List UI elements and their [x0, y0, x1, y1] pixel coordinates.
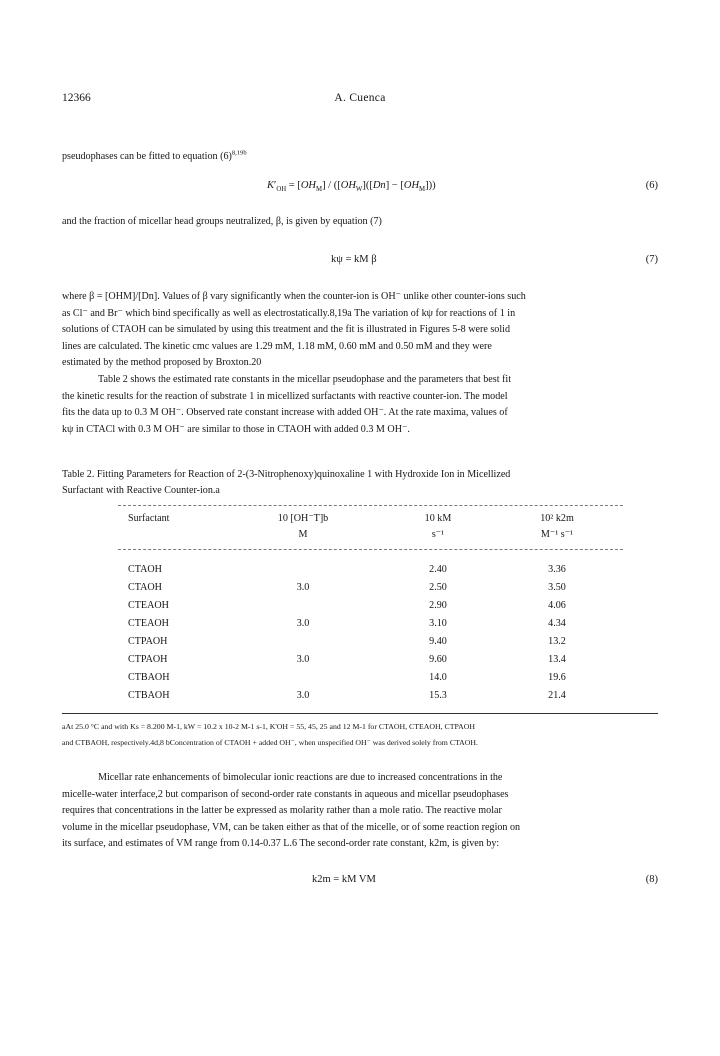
- table-top-rule: [118, 505, 623, 506]
- cell-surfactant: CTPAOH: [128, 654, 168, 665]
- cell-k2m: 4.06: [548, 600, 566, 611]
- table-row: [0, 600, 720, 617]
- text-line: its surface, and estimates of VM range from 0.14-0.37 L.6 The second-order rate constant, k2m, is given by:: [62, 838, 500, 850]
- text-line: solutions of CTAOH can be simulated by using this treatment and the fit is illustrated in Figures 5-8 were solid: [62, 324, 511, 336]
- table-row: [0, 636, 720, 653]
- running-head: [62, 92, 658, 108]
- cell-km: 9.60: [429, 654, 447, 665]
- text-line: as Cl⁻ and Br⁻ which bind specifically as well as electrostatically.8,19a The variation of kψ for reactions of 1 in: [62, 307, 516, 319]
- text-line: lines are calculated. The kinetic cmc values are 1.29 mM, 1.18 mM, 0.60 mM and 0.50 mM and they were: [62, 340, 492, 352]
- column-header-k2m: 10² k2m M⁻¹ s⁻¹: [512, 511, 602, 543]
- table-row: [0, 672, 720, 689]
- cell-hydroxide: 3.0: [296, 618, 310, 629]
- cell-surfactant: CTBAOH: [128, 672, 170, 683]
- column-header-hydroxide: 10 [OH⁻T]b M: [258, 511, 348, 543]
- paragraph-counter-ion: [62, 289, 658, 372]
- text-line: Table 2 shows the estimated rate constants in the micellar pseudophase and the parameters that best fit: [98, 374, 512, 385]
- equation-7: [62, 254, 658, 270]
- equation-8: [62, 874, 658, 890]
- cell-surfactant: CTAOH: [128, 582, 162, 593]
- page-number: 12366: [62, 92, 91, 104]
- cell-km: 2.90: [429, 600, 447, 611]
- table-row: [0, 564, 720, 581]
- paragraph-table-intro: [62, 372, 658, 438]
- cell-surfactant: CTAOH: [128, 564, 162, 575]
- equation-6: [62, 180, 658, 196]
- table-row: [0, 654, 720, 671]
- text-line: fits the data up to 0.3 M OH⁻. Observed rate constant increase with added OH⁻. At the rate maxima, values of: [62, 407, 508, 419]
- table-caption: [62, 467, 658, 499]
- equation-8-expression: k2m = kM VM: [312, 874, 376, 885]
- equation-6-expression: $K'_{OH} = [OH_M] / ([OH_W]([Dn] - [OH_M]))$: [267, 180, 436, 194]
- text-line: where β = [OHM]/[Dn]. Values of β vary significantly when the counter-ion is OH⁻ unlike other counter-ions such: [62, 291, 526, 302]
- table-footnote: [62, 719, 662, 751]
- cell-surfactant: CTEAOH: [128, 618, 169, 629]
- cell-k2m: 3.36: [548, 564, 566, 575]
- text-line: the kinetic results for the reaction of substrate 1 in micellized surfactants with reactive counter-ion. The model: [62, 390, 508, 402]
- table-row: [0, 582, 720, 599]
- text-line: estimated by the method proposed by Broxton.20: [62, 357, 262, 369]
- equation-number: (6): [645, 180, 658, 191]
- cell-hydroxide: 3.0: [296, 654, 310, 665]
- paragraph-beta: and the fraction of micellar head groups neutralized, β, is given by equation (7): [62, 216, 382, 227]
- text-line: kψ in CTACl with 0.3 M OH⁻ are similar to those in CTAOH with added 0.3 M OH⁻.: [62, 423, 410, 435]
- footnote-line: aAt 25.0 °C and with Ks = 8.200 M-1, kW = 10.2 x 10-2 M-1 s-1, K'OH = 55, 45, 25 and 12 M-1 for CTAOH, CTEAOH, CTPAOH: [62, 722, 475, 731]
- text-line: requires that concentrations in the latter be expressed as molarity rather than a mole ratio. The reactive molar: [62, 805, 502, 817]
- table-header-rule: [118, 549, 623, 550]
- column-unit: M: [298, 529, 308, 540]
- cell-surfactant: CTBAOH: [128, 690, 170, 701]
- cell-surfactant: CTEAOH: [128, 600, 169, 611]
- text-line: micelle-water interface,2 but comparison of second-order rate constants in aqueous and micellar pseudophases: [62, 788, 509, 800]
- paragraph-micellar-rate: [62, 770, 658, 853]
- paragraph-intro: [62, 149, 658, 166]
- table-row: [0, 690, 720, 707]
- column-header-km: 10 kM s⁻¹: [398, 511, 478, 543]
- equation-number: (8): [645, 874, 658, 885]
- equation-7-expression: kψ = kM β: [331, 254, 377, 265]
- cell-k2m: 13.2: [548, 636, 566, 647]
- cell-km: 2.40: [429, 564, 447, 575]
- text-line: volume in the micellar pseudophase, VM, can be taken either as that of the micelle, or of some reaction region on: [62, 821, 521, 833]
- table-row: [0, 618, 720, 635]
- caption-line: Table 2. Fitting Parameters for Reaction of 2-(3-Nitrophenoxy)quinoxaline 1 with Hydroxide Ion in Micellized: [62, 469, 511, 480]
- cell-km: 2.50: [429, 582, 447, 593]
- cell-km: 14.0: [429, 672, 447, 683]
- column-header-surfactant: Surfactant: [128, 513, 170, 524]
- cell-k2m: 21.4: [548, 690, 566, 701]
- table-bottom-rule: [62, 713, 658, 714]
- column-unit: M⁻¹ s⁻¹: [540, 529, 574, 540]
- cell-k2m: 3.50: [548, 582, 566, 593]
- cell-k2m: 4.34: [548, 618, 566, 629]
- text-line: Micellar rate enhancements of bimolecular ionic reactions are due to increased concentrations in the: [98, 772, 503, 783]
- caption-line: Surfactant with Reactive Counter-ion.a: [62, 485, 220, 496]
- cell-km: 3.10: [429, 618, 447, 629]
- cell-km: 15.3: [429, 690, 447, 701]
- author-name: A. Cuenca: [334, 92, 386, 104]
- cell-hydroxide: 3.0: [296, 582, 310, 593]
- cell-surfactant: CTPAOH: [128, 636, 168, 647]
- cell-k2m: 19.6: [548, 672, 566, 683]
- paragraph-intro-text: pseudophases can be fitted to equation (6): [62, 151, 232, 162]
- cell-km: 9.40: [429, 636, 447, 647]
- footnote-line: and CTBAOH, respectively.4d,8 bConcentration of CTAOH + added OH⁻, when unspecified OH⁻ was derived solely from CTAOH.: [62, 738, 479, 747]
- column-unit: s⁻¹: [431, 529, 445, 540]
- cell-k2m: 13.4: [548, 654, 566, 665]
- cell-hydroxide: 3.0: [296, 690, 310, 701]
- citation: 8,19b: [231, 149, 247, 157]
- equation-number: (7): [645, 254, 658, 265]
